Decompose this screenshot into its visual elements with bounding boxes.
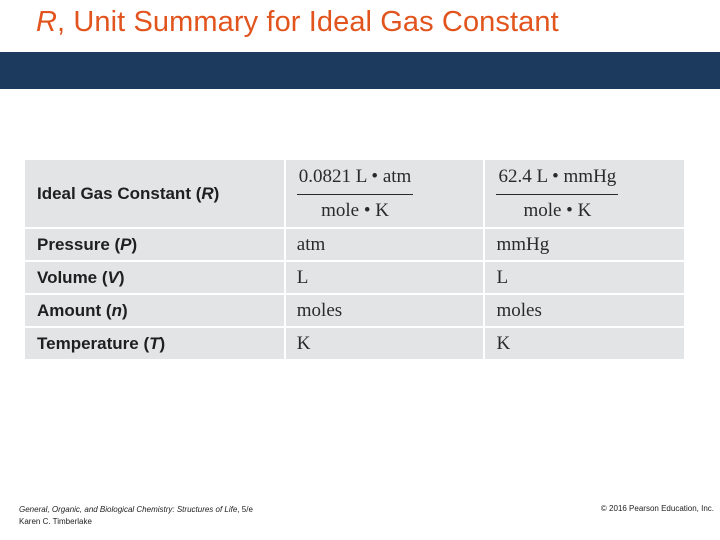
atm-constant-fraction (297, 166, 414, 222)
row-label-variable: T (149, 333, 160, 353)
table-row (24, 159, 685, 228)
row-label-text: Temperature ( (37, 333, 150, 353)
row-label (24, 159, 285, 228)
title-variable: R (36, 6, 58, 38)
table-row (24, 327, 685, 360)
row-label-variable: V (107, 267, 119, 287)
fraction-denominator: mole • K (523, 199, 592, 221)
table-row (24, 261, 685, 294)
row-label-text: Amount ( (37, 300, 112, 320)
table-row (24, 228, 685, 261)
atm-constant-cell (285, 159, 485, 228)
row-label-close: ) (213, 183, 220, 203)
footer-citation (19, 504, 253, 528)
table-cell: mmHg (484, 228, 685, 261)
row-label-close: ) (159, 333, 166, 353)
row-label (24, 261, 285, 294)
footer-book-title: General, Organic, and Biological Chemistry: Structures of Life (19, 505, 238, 514)
footer-edition: , 5/e (237, 505, 253, 514)
table-cell: atm (285, 228, 485, 261)
table-cell: K (285, 327, 485, 360)
footer-author: Karen C. Timberlake (19, 517, 92, 526)
row-label-text: Ideal Gas Constant ( (37, 183, 202, 203)
row-label-text: Volume ( (37, 267, 108, 287)
title-text: , Unit Summary for Ideal Gas Constant (57, 6, 559, 38)
row-label-variable: R (201, 183, 214, 203)
row-label-close: ) (121, 300, 128, 320)
table-row (24, 294, 685, 327)
fraction-denominator: mole • K (321, 199, 389, 221)
fraction-numerator: 0.0821 L • atm (297, 166, 414, 195)
row-label (24, 294, 285, 327)
row-label-variable: P (120, 234, 132, 254)
mmhg-constant-cell (484, 159, 685, 228)
table-cell: L (484, 261, 685, 294)
row-label (24, 327, 285, 360)
footer-copyright: © 2016 Pearson Education, Inc. (600, 504, 714, 513)
row-label-close: ) (131, 234, 138, 254)
table-cell: L (285, 261, 485, 294)
header-banner (0, 52, 720, 89)
table-cell: moles (285, 294, 485, 327)
mmhg-constant-fraction (496, 166, 618, 222)
row-label (24, 228, 285, 261)
row-label-close: ) (118, 267, 125, 287)
fraction-numerator: 62.4 L • mmHg (496, 166, 618, 195)
unit-summary-table (23, 158, 686, 361)
table-cell: K (484, 327, 685, 360)
footer-book-line (19, 504, 253, 516)
row-label-text: Pressure ( (37, 234, 121, 254)
row-label-variable: n (111, 300, 122, 320)
table-cell: moles (484, 294, 685, 327)
slide-title (36, 6, 559, 39)
